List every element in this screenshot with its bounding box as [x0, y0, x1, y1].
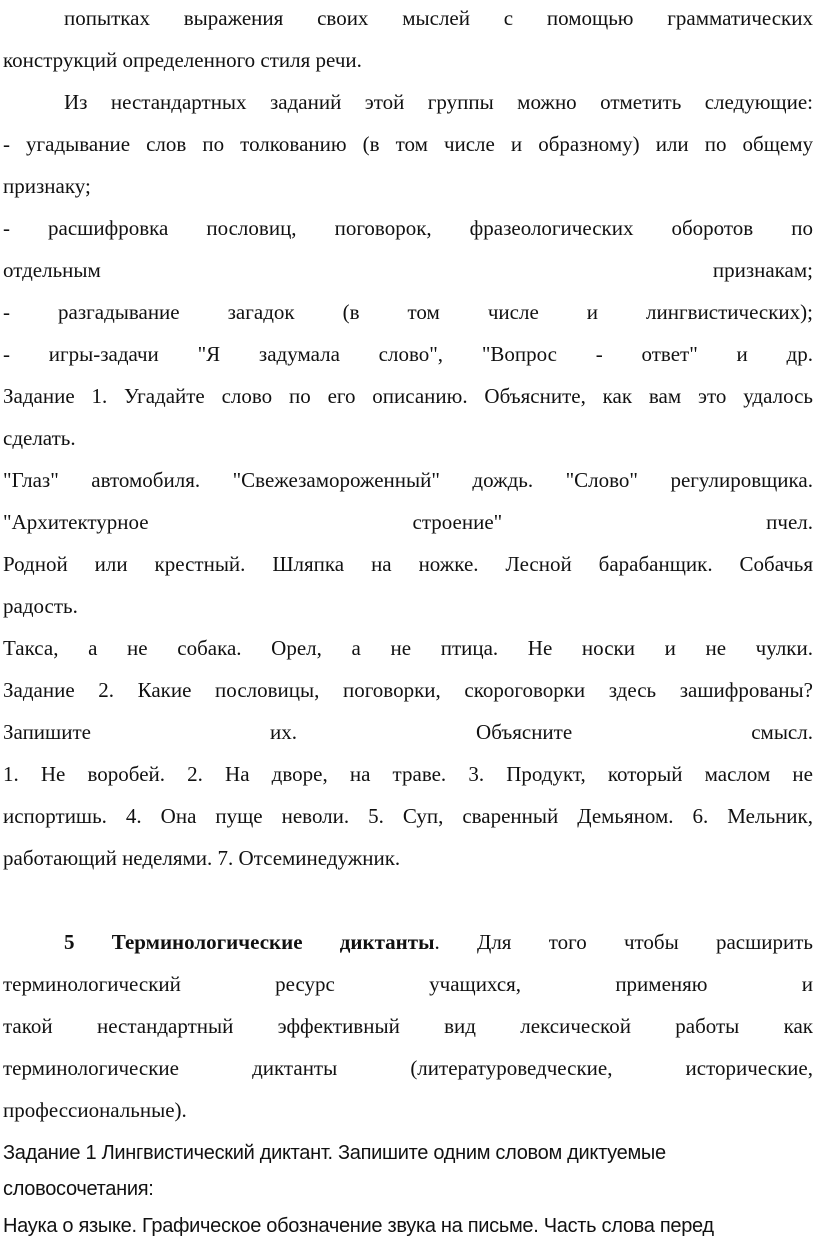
- list-item-line: отдельным признакам;: [3, 258, 813, 282]
- paragraph-line: профессиональные).: [3, 1098, 187, 1122]
- dictation-task-line: словосочетания:: [3, 1178, 154, 1200]
- task-heading-line: Задание 1. Угадайте слово по его описанию. Объясните, как вам это удалось: [3, 384, 813, 408]
- dictation-task-line: Задание 1 Лингвистический диктант. Запишите одним словом диктуемые: [3, 1142, 666, 1164]
- paragraph-line: терминологические диктанты (литературоведческие, исторические,: [3, 1056, 813, 1080]
- paragraph-line: Из нестандартных заданий этой группы можно отметить следующие:: [64, 90, 813, 114]
- riddle-line: "Глаз" автомобиля. "Свежезамороженный" дождь. "Слово" регулировщика.: [3, 468, 813, 492]
- section-line: [64, 928, 813, 956]
- paragraph-line: терминологический ресурс учащихся, применяю и: [3, 972, 813, 996]
- task-heading-line: Задание 2. Какие пословицы, поговорки, скороговорки здесь зашифрованы?: [3, 678, 813, 702]
- list-item-line: - расшифровка пословиц, поговорок, фразеологических оборотов по: [3, 216, 813, 240]
- section-text: . Для того чтобы расширить: [434, 930, 813, 954]
- proverb-line: испортишь. 4. Она пуще неволи. 5. Суп, сваренный Демьяном. 6. Мельник,: [3, 804, 813, 828]
- proverb-line: работающий неделями. 7. Отсеминедужник.: [3, 846, 401, 870]
- list-item-line: признаку;: [3, 174, 91, 198]
- riddle-line: Родной или крестный. Шляпка на ножке. Лесной барабанщик. Собачья: [3, 552, 813, 576]
- section-title: 5 Терминологические диктанты: [64, 930, 435, 954]
- list-item-line: - разгадывание загадок (в том числе и лингвистических);: [3, 300, 813, 324]
- dictation-task-line: Наука о языке. Графическое обозначение звука на письме. Часть слова перед: [3, 1215, 714, 1237]
- paragraph-line: такой нестандартный эффективный вид лексической работы как: [3, 1014, 813, 1038]
- list-item-line: - игры-задачи "Я задумала слово", "Вопрос - ответ" и др.: [3, 342, 813, 366]
- riddle-line: радость.: [3, 594, 78, 618]
- riddle-line: Такса, а не собака. Орел, а не птица. Не носки и не чулки.: [3, 636, 813, 660]
- paragraph-line: попытках выражения своих мыслей с помощью грамматических: [64, 6, 813, 30]
- task-heading-line: Запишите их. Объясните смысл.: [3, 720, 813, 744]
- paragraph-line: конструкций определенного стиля речи.: [3, 48, 362, 72]
- list-item-line: - угадывание слов по толкованию (в том числе и образному) или по общему: [3, 132, 813, 156]
- task-heading-line: сделать.: [3, 426, 76, 450]
- riddle-line: "Архитектурное строение" пчел.: [3, 510, 813, 534]
- proverb-line: 1. Не воробей. 2. На дворе, на траве. 3. Продукт, который маслом не: [3, 762, 813, 786]
